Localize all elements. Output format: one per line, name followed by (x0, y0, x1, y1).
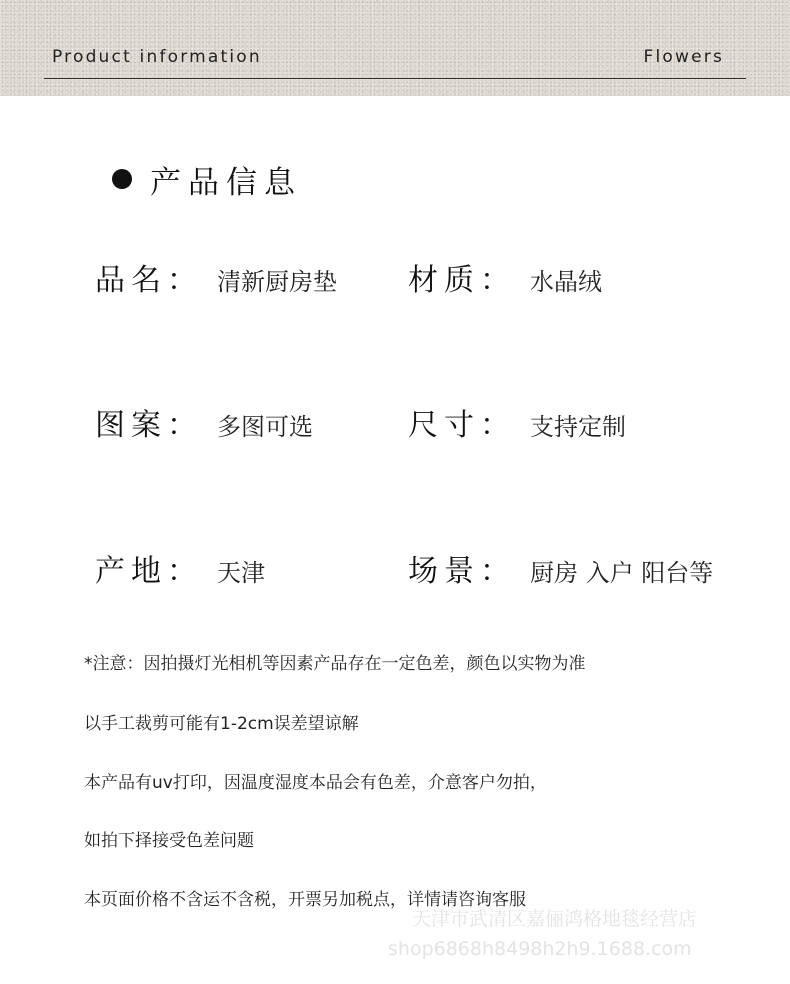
field-value: 多图可选 (217, 413, 313, 441)
field-label: 品名： (95, 263, 203, 298)
field-value: 清新厨房垫 (217, 268, 337, 296)
watermark-shop-name: 天津市武清区嘉俪鸿格地毯经营店 (412, 908, 698, 930)
field-label: 场景： (408, 554, 516, 589)
field-value: 天津 (217, 559, 265, 587)
watermark-url: shop6868h8498h2h9.1688.com (388, 938, 692, 960)
header-divider (44, 78, 746, 79)
field-value: 厨房 入户 阳台等 (530, 559, 714, 587)
field-value: 支持定制 (530, 413, 626, 441)
note-line: 如拍下择接受色差问题 (84, 831, 254, 851)
header-right-title: Flowers (643, 47, 724, 67)
note-line: 以手工裁剪可能有1-2cm误差望谅解 (84, 714, 359, 734)
field-label: 材质： (408, 263, 516, 298)
field-material (408, 255, 602, 299)
field-label: 产地： (95, 554, 203, 589)
field-size (408, 400, 626, 444)
note-line: 本产品有uv打印，因温度湿度本品会有色差，介意客户勿拍， (84, 773, 547, 793)
field-origin (95, 546, 265, 590)
bullet-icon (112, 169, 132, 189)
field-label: 图案： (95, 408, 203, 443)
header-left-title: Product information (52, 47, 262, 67)
field-value: 水晶绒 (530, 268, 602, 296)
field-label: 尺寸： (408, 408, 516, 443)
note-line: *注意：因拍摄灯光相机等因素产品存在一定色差，颜色以实物为准 (84, 654, 586, 674)
section-title: 产品信息 (150, 165, 302, 201)
field-scene (408, 546, 713, 590)
field-name (95, 255, 337, 299)
field-pattern (95, 400, 313, 444)
note-line: 本页面价格不含运不含税，开票另加税点，详情请咨询客服 (84, 890, 526, 910)
